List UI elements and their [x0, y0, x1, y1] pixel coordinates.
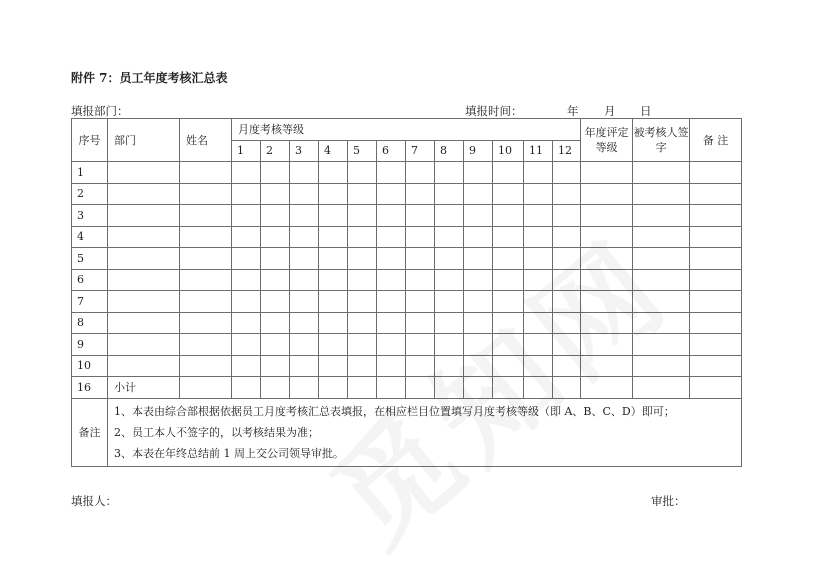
table-cell[interactable] — [690, 162, 742, 184]
table-cell[interactable] — [406, 162, 435, 184]
table-cell[interactable] — [406, 183, 435, 205]
table-cell[interactable] — [232, 291, 261, 313]
month-header-cell: 5 — [348, 140, 377, 162]
table-cell[interactable] — [553, 183, 581, 205]
table-cell[interactable] — [377, 355, 406, 377]
table-cell[interactable] — [524, 334, 553, 356]
table-cell[interactable] — [406, 312, 435, 334]
table-cell[interactable] — [319, 226, 348, 248]
table-cell[interactable] — [261, 162, 290, 184]
header-seq: 序号 — [72, 119, 108, 162]
table-cell[interactable] — [633, 248, 690, 270]
table-cell[interactable] — [232, 205, 261, 227]
table-cell[interactable] — [633, 355, 690, 377]
table-cell[interactable] — [108, 334, 180, 356]
table-cell[interactable] — [290, 291, 319, 313]
table-cell[interactable] — [348, 205, 377, 227]
table-cell[interactable] — [435, 226, 464, 248]
table-cell[interactable] — [108, 248, 180, 270]
table-cell[interactable] — [581, 226, 633, 248]
table-cell[interactable] — [406, 334, 435, 356]
table-cell[interactable] — [377, 269, 406, 291]
table-cell[interactable] — [290, 269, 319, 291]
table-cell[interactable] — [553, 205, 581, 227]
table-cell[interactable] — [553, 355, 581, 377]
table-cell[interactable] — [108, 291, 180, 313]
row-seq: 8 — [72, 312, 108, 334]
subtotal-row — [72, 377, 742, 399]
table-cell[interactable] — [348, 355, 377, 377]
table-cell[interactable] — [406, 291, 435, 313]
table-cell[interactable] — [435, 291, 464, 313]
table-cell[interactable] — [377, 334, 406, 356]
month-header-cell: 6 — [377, 140, 406, 162]
table-cell[interactable] — [493, 312, 524, 334]
table-cell[interactable] — [319, 248, 348, 270]
table-cell[interactable] — [348, 312, 377, 334]
table-cell[interactable] — [524, 226, 553, 248]
header-annual — [581, 119, 633, 162]
table-cell[interactable] — [180, 183, 232, 205]
note-line: 3、本表在年终总结前 1 周上交公司领导审批。 — [114, 446, 344, 460]
approve-label: 审批： — [651, 494, 686, 508]
table-cell[interactable] — [435, 377, 464, 399]
table-cell[interactable] — [690, 312, 742, 334]
header-remark: 备 注 — [690, 119, 742, 162]
table-cell[interactable] — [319, 162, 348, 184]
header-name: 姓名 — [180, 119, 232, 162]
table-cell[interactable] — [406, 205, 435, 227]
table-cell[interactable] — [108, 205, 180, 227]
table-cell[interactable] — [464, 355, 493, 377]
table-cell[interactable] — [406, 377, 435, 399]
table-cell[interactable] — [435, 269, 464, 291]
table-cell[interactable] — [633, 183, 690, 205]
dept-label: 填报部门： — [71, 104, 129, 118]
table-cell[interactable] — [319, 269, 348, 291]
table-cell[interactable] — [690, 291, 742, 313]
table-cell[interactable] — [690, 269, 742, 291]
table-cell[interactable] — [348, 269, 377, 291]
table-cell[interactable] — [377, 377, 406, 399]
table-cell[interactable] — [464, 312, 493, 334]
table-cell[interactable] — [633, 205, 690, 227]
table-cell[interactable] — [180, 205, 232, 227]
table-cell[interactable] — [690, 205, 742, 227]
table-cell[interactable] — [464, 205, 493, 227]
table-cell[interactable] — [553, 312, 581, 334]
table-row — [72, 162, 742, 184]
table-cell[interactable] — [377, 248, 406, 270]
table-cell[interactable] — [524, 162, 553, 184]
day-label: 日 — [640, 104, 652, 118]
table-cell[interactable] — [261, 377, 290, 399]
table-cell[interactable] — [108, 312, 180, 334]
table-cell[interactable] — [464, 269, 493, 291]
table-cell[interactable] — [108, 226, 180, 248]
table-cell[interactable] — [581, 269, 633, 291]
row-seq: 7 — [72, 291, 108, 313]
table-row — [72, 226, 742, 248]
row-seq: 2 — [72, 183, 108, 205]
month-header-cell: 9 — [464, 140, 493, 162]
table-cell[interactable] — [435, 183, 464, 205]
table-cell[interactable] — [261, 334, 290, 356]
table-cell[interactable] — [406, 269, 435, 291]
table-cell[interactable] — [290, 226, 319, 248]
table-cell[interactable] — [581, 334, 633, 356]
table-cell[interactable] — [464, 226, 493, 248]
subtotal-label: 小计 — [108, 377, 180, 399]
table-cell[interactable] — [232, 355, 261, 377]
table-cell[interactable] — [581, 248, 633, 270]
table-cell[interactable] — [180, 355, 232, 377]
table-cell[interactable] — [290, 355, 319, 377]
header-sign — [633, 119, 690, 162]
table-cell[interactable] — [180, 312, 232, 334]
table-cell[interactable] — [553, 162, 581, 184]
table-cell[interactable] — [493, 334, 524, 356]
table-cell[interactable] — [464, 377, 493, 399]
table-cell[interactable] — [581, 291, 633, 313]
table-cell[interactable] — [180, 226, 232, 248]
table-cell[interactable] — [180, 248, 232, 270]
table-cell[interactable] — [232, 312, 261, 334]
filler-label: 填报人： — [71, 494, 117, 508]
table-cell[interactable] — [261, 226, 290, 248]
table-cell[interactable] — [553, 226, 581, 248]
table-cell[interactable] — [290, 312, 319, 334]
table-cell[interactable] — [261, 291, 290, 313]
row-seq: 3 — [72, 205, 108, 227]
table-cell[interactable] — [290, 248, 319, 270]
table-cell[interactable] — [377, 162, 406, 184]
table-cell[interactable] — [261, 355, 290, 377]
table-cell[interactable] — [180, 162, 232, 184]
table-cell[interactable] — [464, 183, 493, 205]
table-cell[interactable] — [406, 355, 435, 377]
table-row — [72, 248, 742, 270]
table-row — [72, 291, 742, 313]
table-cell[interactable] — [553, 248, 581, 270]
table-cell[interactable] — [690, 248, 742, 270]
table-cell[interactable] — [290, 334, 319, 356]
table-cell[interactable] — [464, 162, 493, 184]
table-cell[interactable] — [464, 291, 493, 313]
table-cell[interactable] — [493, 377, 524, 399]
table-cell[interactable] — [232, 377, 261, 399]
row-seq: 9 — [72, 334, 108, 356]
table-cell[interactable] — [319, 334, 348, 356]
notes-row — [72, 398, 742, 466]
note-line: 1、本表由综合部根据依据员工月度考核汇总表填报，在相应栏目位置填写月度考核等级（即 A、B、C、D）即可； — [114, 404, 675, 418]
row-seq: 6 — [72, 269, 108, 291]
table-row — [72, 205, 742, 227]
month-header-cell: 3 — [290, 140, 319, 162]
table-cell[interactable] — [581, 205, 633, 227]
table-cell[interactable] — [435, 205, 464, 227]
table-cell[interactable] — [690, 226, 742, 248]
table-cell[interactable] — [524, 312, 553, 334]
table-cell[interactable] — [690, 183, 742, 205]
table-cell[interactable] — [524, 248, 553, 270]
note-line: 2、员工本人不签字的，以考核结果为准； — [114, 425, 319, 439]
subtotal-seq: 16 — [72, 377, 108, 399]
table-cell[interactable] — [348, 334, 377, 356]
table-cell[interactable] — [377, 291, 406, 313]
table-row — [72, 183, 742, 205]
table-cell[interactable] — [232, 334, 261, 356]
table-cell[interactable] — [435, 312, 464, 334]
month-header-cell: 4 — [319, 140, 348, 162]
header-annual-text: 年度评定等级 — [584, 126, 629, 154]
month-label: 月 — [604, 104, 616, 118]
table-cell[interactable] — [180, 269, 232, 291]
table-cell[interactable] — [290, 183, 319, 205]
table-cell[interactable] — [524, 377, 553, 399]
table-cell[interactable] — [348, 226, 377, 248]
table-cell[interactable] — [377, 312, 406, 334]
table-cell[interactable] — [633, 291, 690, 313]
table-cell[interactable] — [435, 248, 464, 270]
month-header-cell: 7 — [406, 140, 435, 162]
table-cell[interactable] — [581, 183, 633, 205]
table-cell[interactable] — [348, 377, 377, 399]
table-cell[interactable] — [377, 205, 406, 227]
row-seq: 5 — [72, 248, 108, 270]
table-cell[interactable] — [261, 248, 290, 270]
table-cell[interactable] — [435, 334, 464, 356]
row-seq: 4 — [72, 226, 108, 248]
table-cell[interactable] — [348, 291, 377, 313]
month-header-cell: 1 — [232, 140, 261, 162]
table-cell[interactable] — [232, 269, 261, 291]
table-cell[interactable] — [493, 205, 524, 227]
table-cell[interactable] — [319, 377, 348, 399]
table-row — [72, 269, 742, 291]
table-cell[interactable] — [464, 334, 493, 356]
table-cell[interactable] — [232, 162, 261, 184]
month-header-cell: 11 — [524, 140, 553, 162]
header-sign-text: 被考核人签字 — [633, 126, 689, 154]
table-cell[interactable] — [493, 226, 524, 248]
year-label: 年 — [567, 104, 579, 118]
table-cell[interactable] — [493, 248, 524, 270]
table-cell[interactable] — [581, 312, 633, 334]
header-row-1 — [72, 119, 742, 141]
table-row — [72, 334, 742, 356]
document-title: 附件 7：员工年度考核汇总表 — [71, 71, 228, 85]
table-cell[interactable] — [581, 355, 633, 377]
table-cell[interactable] — [377, 226, 406, 248]
table-cell[interactable] — [108, 355, 180, 377]
table-cell[interactable] — [406, 248, 435, 270]
table-cell[interactable] — [524, 183, 553, 205]
table-cell[interactable] — [180, 334, 232, 356]
table-cell[interactable] — [232, 248, 261, 270]
table-cell[interactable] — [690, 355, 742, 377]
table-row — [72, 312, 742, 334]
table-cell[interactable] — [319, 205, 348, 227]
table-cell[interactable] — [553, 377, 581, 399]
table-cell[interactable] — [633, 226, 690, 248]
header-monthly: 月度考核等级 — [232, 119, 581, 141]
table-cell[interactable] — [633, 162, 690, 184]
month-header-cell: 10 — [493, 140, 524, 162]
table-cell[interactable] — [108, 269, 180, 291]
table-cell[interactable] — [581, 377, 633, 399]
table-cell[interactable] — [377, 183, 406, 205]
table-cell[interactable] — [493, 183, 524, 205]
table-cell[interactable] — [180, 291, 232, 313]
table-cell[interactable] — [319, 183, 348, 205]
table-cell[interactable] — [524, 205, 553, 227]
notes-content — [108, 398, 742, 466]
header-dept: 部门 — [108, 119, 180, 162]
row-seq: 1 — [72, 162, 108, 184]
table-cell[interactable] — [290, 377, 319, 399]
summary-table — [71, 118, 742, 467]
table-cell[interactable] — [633, 269, 690, 291]
table-cell[interactable] — [493, 291, 524, 313]
table-cell[interactable] — [261, 312, 290, 334]
time-label: 填报时间： — [465, 104, 523, 118]
table-cell[interactable] — [493, 269, 524, 291]
table-cell[interactable] — [633, 334, 690, 356]
table-cell[interactable] — [108, 162, 180, 184]
table-cell[interactable] — [261, 183, 290, 205]
table-cell[interactable] — [319, 355, 348, 377]
table-cell[interactable] — [581, 162, 633, 184]
row-seq: 10 — [72, 355, 108, 377]
table-cell[interactable] — [290, 205, 319, 227]
table-cell[interactable] — [261, 205, 290, 227]
table-cell[interactable] — [690, 377, 742, 399]
table-row — [72, 355, 742, 377]
table-cell[interactable] — [524, 291, 553, 313]
table-cell[interactable] — [232, 226, 261, 248]
table-cell[interactable] — [319, 312, 348, 334]
table-cell[interactable] — [290, 162, 319, 184]
table-cell[interactable] — [553, 291, 581, 313]
table-cell[interactable] — [524, 355, 553, 377]
table-cell[interactable] — [232, 183, 261, 205]
table-cell[interactable] — [690, 334, 742, 356]
month-header-cell: 12 — [553, 140, 581, 162]
month-header-cell: 2 — [261, 140, 290, 162]
table-cell[interactable] — [435, 162, 464, 184]
table-cell[interactable] — [524, 269, 553, 291]
table-cell[interactable] — [348, 183, 377, 205]
table-cell[interactable] — [633, 377, 690, 399]
table-cell[interactable] — [493, 162, 524, 184]
table-cell[interactable] — [108, 183, 180, 205]
table-cell[interactable] — [553, 269, 581, 291]
table-cell[interactable] — [348, 248, 377, 270]
table-cell[interactable] — [348, 162, 377, 184]
table-cell[interactable] — [435, 355, 464, 377]
table-cell[interactable] — [406, 226, 435, 248]
table-cell[interactable] — [180, 377, 232, 399]
month-header-cell: 8 — [435, 140, 464, 162]
table-cell[interactable] — [633, 312, 690, 334]
table-cell[interactable] — [493, 355, 524, 377]
table-cell[interactable] — [553, 334, 581, 356]
notes-label: 备注 — [72, 398, 108, 466]
table-cell[interactable] — [464, 248, 493, 270]
table-cell[interactable] — [261, 269, 290, 291]
table-cell[interactable] — [319, 291, 348, 313]
